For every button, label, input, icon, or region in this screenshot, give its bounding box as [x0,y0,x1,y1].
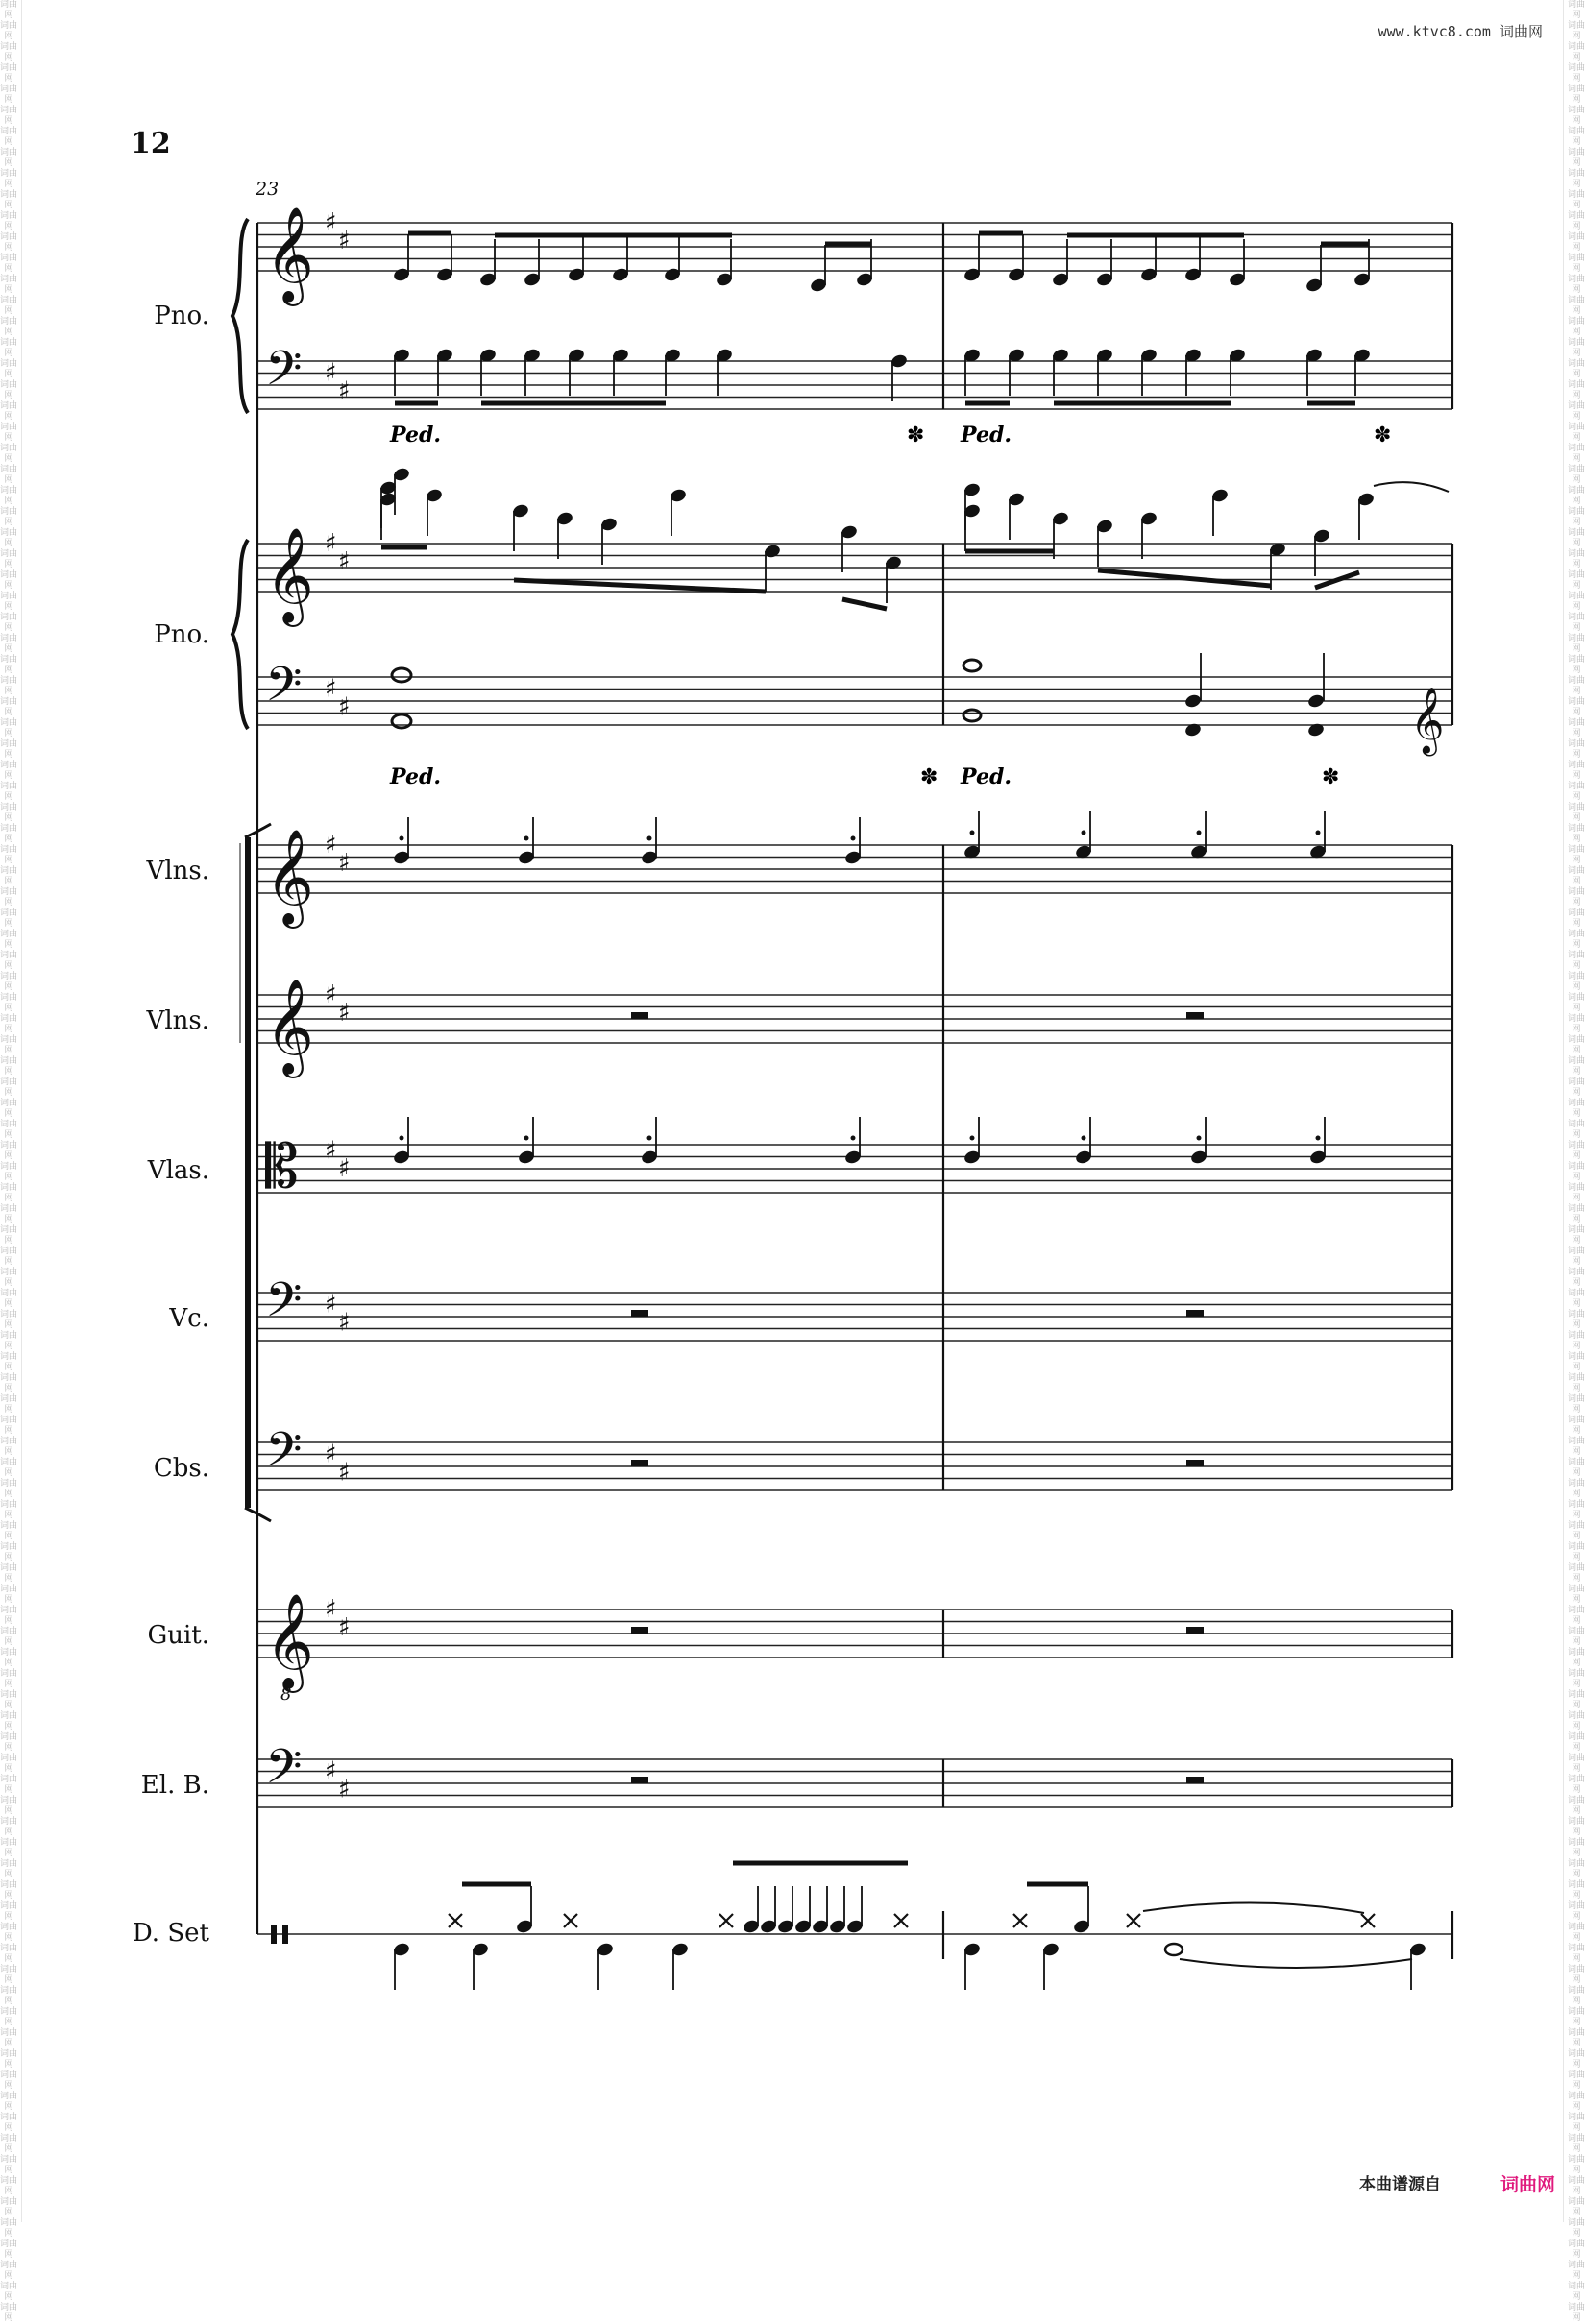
piano-1-brace [232,219,248,413]
instrument-label-drum-set: D. Set [132,1919,209,1948]
piano-2-bass-note [1183,722,1202,738]
piano-2-brace [232,540,248,729]
contrabass-sharp: ♯ [325,1440,337,1469]
piano-1-bass-sharp: ♯ [338,376,351,406]
piano-2-bass-whole-note [392,668,411,682]
right-watermark-strip: 词曲网 词曲网 词曲网 词曲网 词曲网 词曲网 词曲网 词曲网 词曲网 词曲网 词曲网 词曲网 词曲网 词曲网 词曲网 词曲网 词曲网 词曲网 词曲网 词曲网 词曲网 词曲网 词曲网 词曲网 词曲网 词曲网 词曲网 词曲网 词曲网 词曲网 词曲网 词曲网 词曲网 词曲网 词曲网 词曲网 词曲网 词曲网 词曲网 词曲网 词曲网 词曲网 词曲网 词曲网 词曲网 词曲网 词曲网 词曲网 词曲网 词曲网 词曲网 词曲网 词曲网 词曲网 词曲网 词曲网 词曲网 词曲网 词曲网 词曲网 词曲网 词曲网 词曲网 词曲网 词曲网 词曲网 词曲网 词曲网 词曲网 词曲网 词曲网 词曲网 词曲网 词曲网 词曲网 词曲网 词曲网 词曲网 词曲网 词曲网 词曲网 词曲网 词曲网 词曲网 词曲网 词曲网 词曲网 词曲网 词曲网 词曲网 词曲网 词曲网 词曲网 词曲网 词曲网 词曲网 词曲网 词曲网 词曲网 词曲网 词曲网 词曲网 词曲网 词曲网 词曲网 词曲网 词曲网 词曲网 词曲网 词曲网 [1568,0,1585,2323]
drum-half-note [1165,1944,1183,1955]
barlines [257,223,1452,1959]
violins-2-clef: 𝄞 [265,979,314,1075]
instrument-label-violins-2: Vlns. [146,1006,209,1035]
drum-hihat-note [894,1914,908,1927]
violins-1-note-staccato [970,831,975,835]
violins-1-note-staccato [647,836,652,841]
note-beam [514,580,766,592]
drum-set-percussion-clef [271,1925,277,1944]
electric-bass-sharp: ♯ [325,1756,337,1786]
staff-lines [257,223,1452,1934]
strings-bracket [245,837,251,1508]
instrument-label-violins-1: Vlns. [146,857,209,885]
guitar-whole-rest [631,1627,648,1634]
drum-hihat-note [1361,1914,1375,1927]
electric-bass-whole-rest [631,1777,648,1783]
note-beam [842,599,887,609]
drum-tie [1180,1959,1412,1968]
left-watermark-strip: 词曲网 词曲网 词曲网 词曲网 词曲网 词曲网 词曲网 词曲网 词曲网 词曲网 词曲网 词曲网 词曲网 词曲网 词曲网 词曲网 词曲网 词曲网 词曲网 词曲网 词曲网 词曲网 词曲网 词曲网 词曲网 词曲网 词曲网 词曲网 词曲网 词曲网 词曲网 词曲网 词曲网 词曲网 词曲网 词曲网 词曲网 词曲网 词曲网 词曲网 词曲网 词曲网 词曲网 词曲网 词曲网 词曲网 词曲网 词曲网 词曲网 词曲网 词曲网 词曲网 词曲网 词曲网 词曲网 词曲网 词曲网 词曲网 词曲网 词曲网 词曲网 词曲网 词曲网 词曲网 词曲网 词曲网 词曲网 词曲网 词曲网 词曲网 词曲网 词曲网 词曲网 词曲网 词曲网 词曲网 词曲网 词曲网 词曲网 词曲网 词曲网 词曲网 词曲网 词曲网 词曲网 词曲网 词曲网 词曲网 词曲网 词曲网 词曲网 词曲网 词曲网 词曲网 词曲网 词曲网 词曲网 词曲网 词曲网 词曲网 词曲网 词曲网 词曲网 词曲网 词曲网 词曲网 词曲网 词曲网 词曲网 词曲网 [0,0,18,2323]
piano-1-pedal-release: ✽ [1374,424,1392,448]
piano-2-pedal-mark: Ped. [390,764,441,789]
pedal-markings [389,423,1391,789]
violas-sharp: ♯ [325,1136,337,1166]
violas-clef: 𝄡 [265,1131,299,1201]
piano-2-bass-half-note [963,660,981,671]
drum-hihat-note [1013,1914,1027,1927]
instrument-label-contrabass: Cbs. [153,1454,209,1483]
violins-1-note-staccato [400,836,404,841]
instrument-label-electric-bass: El. B. [140,1771,209,1800]
guitar-sharp: ♯ [338,1612,351,1642]
contrabass-clef: 𝄢 [265,1422,303,1489]
guitar-clef: 𝄞 [265,1593,314,1689]
violins-1-sharp: ♯ [338,848,351,878]
notes [378,233,1449,1990]
violins-1-note-staccato [1082,831,1086,835]
violins-1-note-staccato [1316,831,1321,835]
piano-2-bass-sharp: ♯ [338,692,351,722]
piano-1-pedal-mark: Ped. [390,423,441,448]
key-signatures [325,208,351,1804]
piano-1-treble-sharp: ♯ [338,226,351,255]
contrabass-whole-rest [1186,1460,1204,1466]
piano-2-pedal-release: ✽ [920,765,939,789]
cello-sharp: ♯ [338,1308,351,1338]
violins-1-sharp: ♯ [325,831,337,859]
violas-note-staccato [1082,1136,1086,1141]
drum-hihat-note [719,1914,733,1927]
guitar-sharp: ♯ [325,1595,337,1624]
piano-1-treble-clef: 𝄞 [265,206,314,303]
piano-2-treble-sharp: ♯ [338,546,351,576]
violas-note-staccato [851,1136,856,1141]
electric-bass-whole-rest [1186,1777,1204,1783]
violins-2-sharp: ♯ [338,998,351,1028]
piano-2-pedal-release: ✽ [1322,765,1340,789]
cello-whole-rest [631,1310,648,1317]
piano-2-bass-whole-note [392,714,411,728]
drum-hihat-note [449,1914,462,1927]
contrabass-whole-rest [631,1460,648,1466]
clefs [265,206,1444,1944]
footer-brand-link[interactable]: 词曲网 [1500,2174,1556,2195]
piano-1-treble-sharp: ♯ [325,208,337,237]
drum-set-percussion-clef [282,1925,288,1944]
piano-2-treble-sharp: ♯ [325,529,337,558]
electric-bass-sharp: ♯ [338,1775,351,1804]
piano-1-pedal-release: ✽ [907,424,925,448]
piano-2-bass-note [1306,693,1325,710]
violins-2-whole-rest [631,1012,648,1019]
violas-note-staccato [1197,1136,1202,1141]
instrument-label-guitar: Guit. [147,1621,209,1650]
violins-1-note-staccato [524,836,529,841]
piano-1-pedal-mark: Ped. [961,423,1012,448]
drum-hihat-note [1127,1914,1140,1927]
whole-rests [631,1012,1204,1783]
violas-note-staccato [524,1136,529,1141]
violas-note-staccato [1316,1136,1321,1141]
piano-2-tie [1374,482,1449,492]
piano-1-bass-clef: 𝄢 [265,341,303,408]
instrument-label-cello: Vc. [169,1304,209,1333]
piano-1-bass-sharp: ♯ [325,358,337,388]
piano-2-bass-clef: 𝄢 [265,657,303,724]
drum-hihat-note [564,1914,577,1927]
piano-2-clef-change: 𝄞 [1410,687,1445,754]
violins-1-note-staccato [851,836,856,841]
violas-sharp: ♯ [338,1154,351,1183]
instrument-label-piano-2: Pno. [154,620,209,649]
guitar-octave-mark: 8 [280,1684,292,1705]
cello-clef: 𝄢 [265,1272,303,1340]
violins-2-whole-rest [1186,1012,1204,1019]
footer-source-text: 本曲谱源自 [1359,2175,1441,2194]
piano-2-bass-half-note [963,710,981,721]
violas-note-staccato [970,1136,975,1141]
piano-2-bass-sharp: ♯ [325,674,337,704]
contrabass-sharp: ♯ [338,1458,351,1488]
violins-1-note-staccato [1197,831,1202,835]
violins-1-clef: 𝄞 [265,829,314,925]
piano-2-bass-note [1306,722,1325,738]
violins-2-sharp: ♯ [325,980,337,1009]
measure-number: 23 [256,179,280,200]
note-beam [1098,570,1271,586]
piano-2-bass-note [1183,693,1202,710]
instrument-label-piano-1: Pno. [154,302,209,330]
violas-note-staccato [647,1136,652,1141]
header-site[interactable]: www.ktvc8.com 词曲网 [1378,23,1543,40]
electric-bass-clef: 𝄢 [265,1739,303,1806]
guitar-whole-rest [1186,1627,1204,1634]
page-number: 12 [131,127,171,160]
piano-2-pedal-mark: Ped. [961,764,1012,789]
cello-whole-rest [1186,1310,1204,1317]
cello-sharp: ♯ [325,1290,337,1319]
instrument-label-violas: Vlas. [147,1156,209,1185]
drum-tie [1143,1902,1364,1913]
violas-note-staccato [400,1136,404,1141]
piano-2-treble-clef: 𝄞 [265,527,314,623]
